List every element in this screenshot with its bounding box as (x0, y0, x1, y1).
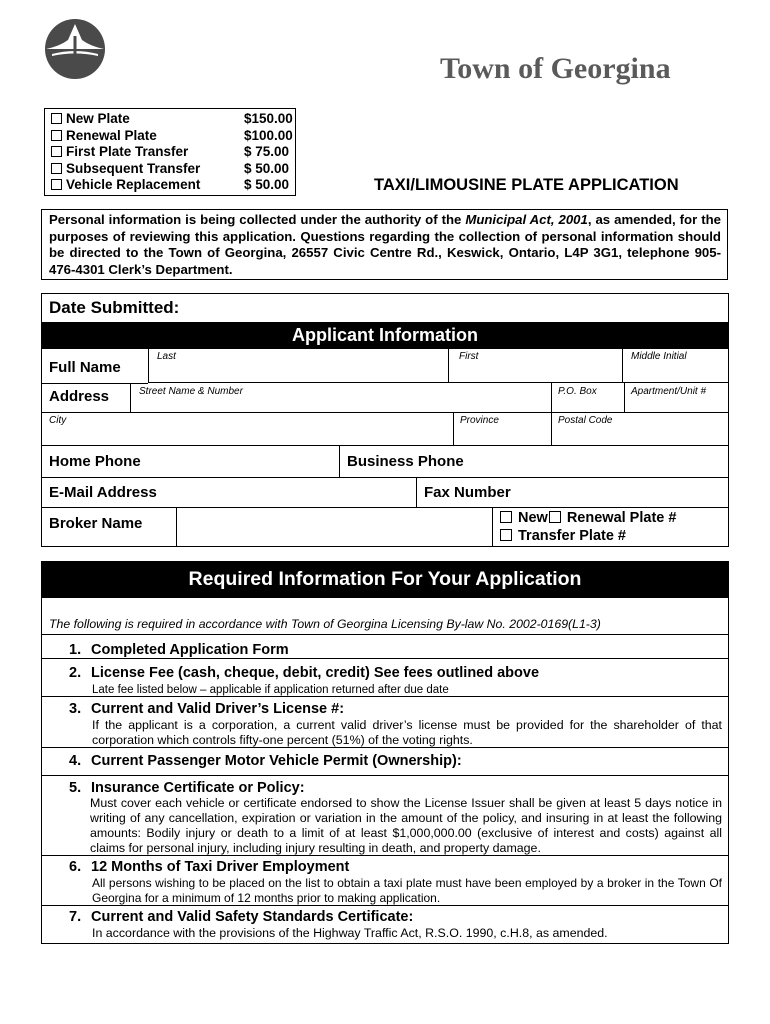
requirement-item (42, 696, 728, 747)
address-label: Address (49, 388, 110, 405)
plate-type-new (500, 510, 676, 526)
new-checkbox[interactable] (500, 511, 512, 523)
home-phone-label: Home Phone (49, 453, 141, 470)
fax-field[interactable] (416, 477, 728, 507)
fax-label: Fax Number (424, 484, 511, 501)
requirement-item (42, 855, 728, 905)
item-title: 12 Months of Taxi Driver Employment (91, 859, 350, 875)
item-text: Must cover each vehicle or certificate endorsed to show the License Issuer shall be given at least 5 days notice in writing of any cancellation, expiration or variation in the amount of the policy, and insuring in at least the following amounts: Bodily injury or death to a limit of at least $1,000,000.00 (exclusive of interest and costs) against all claims for personal injury, including injury resulting in death, and property damage. (90, 796, 722, 855)
fee-row (51, 144, 295, 161)
divider (42, 597, 728, 598)
postal-code-label: Postal Code (558, 415, 613, 426)
fee-amount: $ 50.00 (244, 177, 290, 193)
po-box-label: P.O. Box (558, 386, 597, 397)
new-label: New (518, 510, 548, 526)
fee-row (51, 128, 295, 145)
city-label: City (49, 415, 67, 426)
po-box-field[interactable] (551, 383, 624, 412)
item-number: 4. (69, 753, 82, 769)
requirements-header: Required Information For Your Application (42, 562, 728, 597)
item-title: License Fee (cash, cheque, debit, credit) See fees outlined above (91, 665, 540, 681)
apt-label: Apartment/Unit # (631, 386, 707, 397)
fee-row (51, 161, 295, 178)
requirement-item (42, 634, 728, 658)
email-field[interactable] (42, 477, 416, 507)
fee-amount: $ 50.00 (244, 160, 290, 176)
plate-type-transfer (500, 528, 626, 544)
fee-checkbox[interactable] (51, 130, 62, 141)
fee-amount: $100.00 (244, 127, 293, 143)
middle-initial-label: Middle Initial (631, 351, 687, 362)
item-number: 6. (69, 859, 82, 875)
item-number: 5. (69, 780, 82, 796)
fee-label: Subsequent Transfer (66, 160, 201, 176)
renewal-plate-label: Renewal Plate # (566, 510, 677, 526)
requirement-item (42, 905, 728, 943)
privacy-notice (41, 209, 728, 280)
first-name-field[interactable] (448, 349, 622, 383)
privacy-text: , as amended, for the purposes of reviewing this application. Questions regarding the collection of personal information should be directed to the Town of Georgina, 26557 Civic Centre Rd., Keswick, Ontario, L4P 3G1, telephone 905-476-4301 Clerk’s Department. (49, 212, 721, 277)
fee-amount: $150.00 (244, 111, 293, 126)
requirement-item (42, 775, 728, 855)
transfer-checkbox[interactable] (500, 529, 512, 541)
item-title: Completed Application Form (91, 642, 289, 658)
town-name: Town of Georgina (440, 52, 671, 85)
home-phone-field[interactable] (42, 445, 339, 477)
item-text: In accordance with the provisions of the Highway Traffic Act, R.S.O. 1990, c.H.8, as amended. (92, 926, 608, 940)
item-title: Current and Valid Safety Standards Certificate: (91, 909, 414, 925)
application-title: TAXI/LIMOUSINE PLATE APPLICATION (374, 176, 679, 194)
apt-field[interactable] (624, 383, 728, 412)
first-label: First (459, 351, 479, 362)
middle-initial-field[interactable] (622, 349, 728, 383)
item-number: 7. (69, 909, 82, 925)
item-number: 2. (69, 665, 82, 681)
item-title: Insurance Certificate or Policy: (91, 780, 305, 796)
requirement-item (42, 658, 728, 696)
business-phone-field[interactable] (339, 445, 728, 477)
requirement-item (42, 747, 728, 775)
applicant-info-header: Applicant Information (42, 322, 728, 349)
town-logo-icon (44, 18, 106, 80)
fee-label: First Plate Transfer (66, 144, 189, 160)
applicant-form (41, 293, 729, 547)
broker-name-field[interactable] (176, 507, 493, 546)
fee-checkbox[interactable] (51, 146, 62, 157)
last-name-field[interactable] (148, 349, 448, 383)
item-title: Current and Valid Driver’s License #: (91, 701, 345, 717)
item-title: Current Passenger Motor Vehicle Permit (Ownership): (91, 753, 462, 769)
street-label: Street Name & Number (139, 386, 243, 397)
fee-row (51, 177, 295, 194)
fee-row (51, 111, 295, 128)
postal-code-field[interactable] (551, 412, 728, 445)
privacy-text: Personal information is being collected under the authority of the (49, 212, 466, 227)
fee-label: Vehicle Replacement (66, 177, 201, 193)
email-label: E-Mail Address (49, 484, 157, 501)
transfer-plate-label: Transfer Plate # (518, 528, 626, 544)
requirements-intro: The following is required in accordance with Town of Georgina Licensing By-law No. 2002-0169(L1-3) (49, 617, 601, 631)
fee-label: New Plate (66, 111, 130, 126)
fee-checklist (44, 108, 296, 196)
fee-checkbox[interactable] (51, 179, 62, 190)
requirements-section (41, 561, 729, 944)
date-submitted-field[interactable] (212, 296, 722, 320)
fee-label: Renewal Plate (66, 127, 157, 143)
item-number: 1. (69, 642, 82, 658)
city-field[interactable] (42, 412, 453, 445)
item-text: All persons wishing to be placed on the list to obtain a taxi plate must have been employed by a broker in the Town Of Georgina for a minimum of 12 months prior to making application. (92, 876, 722, 905)
fee-checkbox[interactable] (51, 163, 62, 174)
fee-amount: $ 75.00 (244, 144, 290, 160)
business-phone-label: Business Phone (347, 453, 464, 470)
item-text: Late fee listed below – applicable if application returned after due date (92, 684, 449, 696)
province-field[interactable] (453, 412, 551, 445)
last-label: Last (157, 351, 176, 362)
date-submitted-label: Date Submitted: (49, 298, 180, 317)
renewal-checkbox[interactable] (549, 511, 561, 523)
item-text: If the applicant is a corporation, a current valid driver’s license must be provided for the shareholder of that corporation which controls fifty-one percent (51%) of the voting rights. (92, 718, 722, 747)
full-name-label: Full Name (49, 359, 121, 376)
privacy-act: Municipal Act, 2001 (465, 212, 588, 227)
street-field[interactable] (130, 383, 551, 412)
fee-checkbox[interactable] (51, 113, 62, 124)
province-label: Province (460, 415, 499, 426)
item-number: 3. (69, 701, 82, 717)
broker-name-label: Broker Name (49, 515, 143, 532)
